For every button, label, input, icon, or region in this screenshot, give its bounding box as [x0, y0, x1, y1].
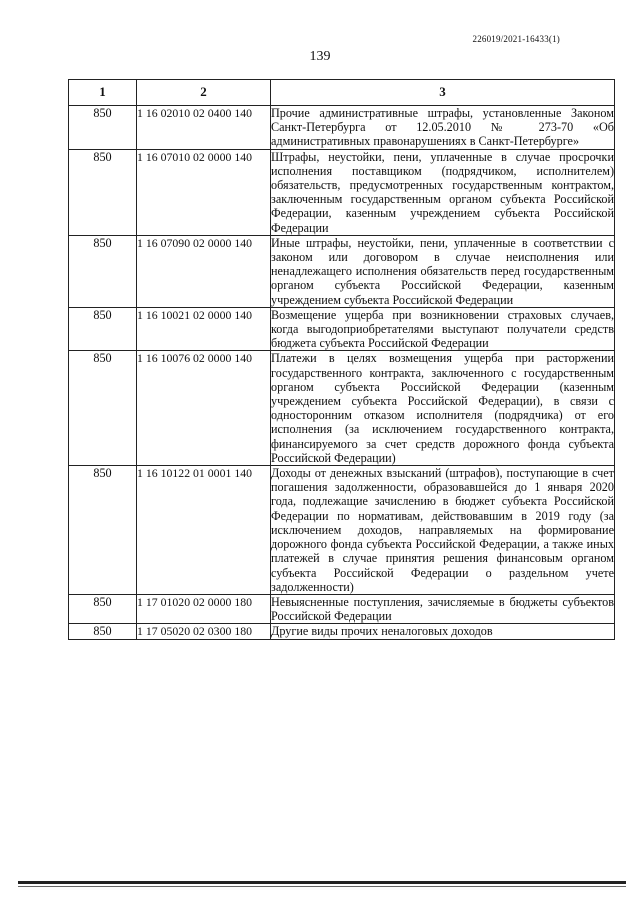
- budget-code-cell: 1 16 10021 02 0000 140: [137, 307, 271, 351]
- page-number: 139: [309, 49, 331, 64]
- table-row: [69, 624, 615, 639]
- revenue-name-cell: Доходы от денежных взысканий (штрафов), поступающие в счет погашения задолженности, образовавшейся до 1 января 2020 года, подлежащие зачислению в бюджет субъекта Российской Федерации по нормативам, действовавшим в 2019 году (за исключением доходов, направляемых на формирование дорожного фонда субъекта Российской Федерации, а также иных платежей в случае принятия решения финансовым органом субъекта Российской Федерации о раздельном учете задолженности): [271, 466, 614, 594]
- admin-code-cell: 850: [69, 624, 137, 639]
- admin-code-cell: 850: [69, 466, 137, 595]
- scan-bottom-edge-thin: [18, 886, 626, 887]
- budget-code-cell: 1 16 07090 02 0000 140: [137, 235, 271, 307]
- admin-code-cell: 850: [69, 149, 137, 235]
- admin-code-cell: 850: [69, 106, 137, 150]
- revenue-name-cell: Иные штрафы, неустойки, пени, уплаченные в соответствии с законом или договором в случае неисполнения или ненадлежащего исполнения обязательств перед государственным органом субъекта Российской Федерации, казенным учреждением субъекта Российской Федерации: [271, 235, 614, 307]
- budget-classification-table: [68, 79, 615, 640]
- budget-code-cell: 1 17 01020 02 0000 180: [137, 594, 271, 623]
- column-header-2: 2: [137, 80, 271, 106]
- table-row: [69, 307, 615, 351]
- revenue-name-cell: Прочие административные штрафы, установленные Законом Санкт-Петербурга от 12.05.2010 № 273-70 «Об административных правонарушениях в Санкт-Петербурге»: [271, 106, 614, 149]
- table-row: [69, 351, 615, 466]
- column-header-1: 1: [69, 80, 137, 106]
- budget-code-cell: 1 16 10122 01 0001 140: [137, 466, 271, 595]
- budget-code-cell: 1 16 10076 02 0000 140: [137, 351, 271, 466]
- budget-code-cell: 1 17 05020 02 0300 180: [137, 624, 271, 639]
- document-id: 226019/2021-16433(1): [472, 34, 560, 44]
- revenue-name-cell: Платежи в целях возмещения ущерба при расторжении государственного контракта, заключенного с государственным органом субъекта Российской Федерации (казенным учреждением субъекта Российской Федерации), в связи с односторонним отказом исполнителя (подрядчика) от его исполнения (за исключением государственного контракта, финансируемого за счет средств дорожного фонда субъекта Российской Федерации): [271, 351, 614, 465]
- admin-code-cell: 850: [69, 235, 137, 307]
- admin-code-cell: 850: [69, 351, 137, 466]
- table-row: [69, 235, 615, 307]
- budget-code-cell: 1 16 07010 02 0000 140: [137, 149, 271, 235]
- revenue-name-cell: Возмещение ущерба при возникновении страховых случаев, когда выгодоприобретателями выступают получатели средств бюджета субъекта Российской Федерации: [271, 307, 614, 351]
- admin-code-cell: 850: [69, 307, 137, 351]
- budget-code-cell: 1 16 02010 02 0400 140: [137, 106, 271, 150]
- admin-code-cell: 850: [69, 594, 137, 623]
- table-row: [69, 149, 615, 235]
- column-header-3: 3: [271, 80, 615, 106]
- table-row: [69, 594, 615, 623]
- table-header-row: [69, 80, 615, 106]
- revenue-name-cell: Невыясненные поступления, зачисляемые в бюджеты субъектов Российской Федерации: [271, 594, 614, 624]
- scan-bottom-edge: [18, 881, 626, 884]
- revenue-name-cell: Другие виды прочих неналоговых доходов: [271, 624, 615, 639]
- revenue-name-cell: Штрафы, неустойки, пени, уплаченные в случае просрочки исполнения поставщиком (подрядчиком, исполнителем) обязательств, предусмотренных государственным контрактом, заключенным государственным органом субъекта Российской Федерации, казенным учреждением субъекта Российской Федерации: [271, 149, 614, 235]
- table-row: [69, 106, 615, 150]
- table-row: [69, 466, 615, 595]
